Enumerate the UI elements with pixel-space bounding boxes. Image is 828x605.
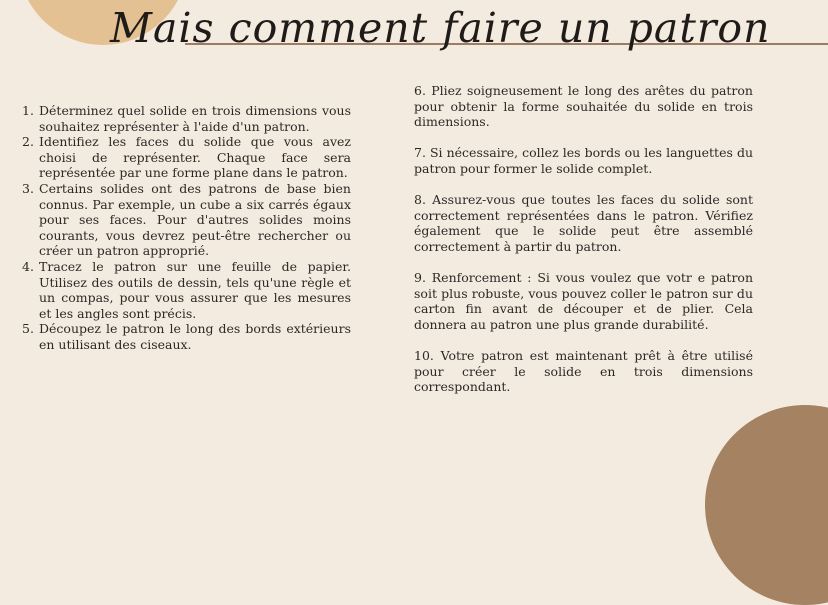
steps-list-left (22, 103, 351, 353)
step-text: Déterminez quel solide en trois dimensions vous souhaitez représenter à l'aide d'un patron. (39, 103, 351, 134)
step-text: Certains solides ont des patrons de base bien connus. Par exemple, un cube a six carrés égaux pour ses faces. Pour d'autres solides moins courants, vous devrez peut-être rechercher ou créer un patron approprié. (39, 180, 351, 259)
list-item (22, 134, 351, 181)
decorative-circle-bottom (705, 405, 828, 605)
step-number: 4. (22, 258, 34, 274)
step-text: Découpez le patron le long des bords extérieurs en utilisant des ciseaux. (39, 321, 351, 352)
step-number: 5. (22, 321, 34, 337)
page-title: Mais comment faire un patron (110, 4, 771, 52)
step-paragraph: 8. Assurez-vous que toutes les faces du solide sont correctement représentées dans le patron. Vérifiez également que le solide peut être assemblé correctement à partir du patron. (414, 192, 753, 254)
step-paragraph: 10. Votre patron est maintenant prêt à être utilisé pour créer le solide en trois dimensions correspondant. (414, 348, 753, 395)
step-text: Tracez le patron sur une feuille de papier. Utilisez des outils de dessin, tels qu'une règle et un compas, pour vous assurer que les mesures et les angles sont précis. (39, 258, 351, 321)
step-number: 3. (22, 180, 34, 196)
step-paragraph: 9. Renforcement : Si vous voulez que votr e patron soit plus robuste, vous pouvez coller le patron sur du carton fin avant de découper et de plier. Cela donnera au patron une plus grande durabilité. (414, 270, 753, 332)
list-item (22, 321, 351, 352)
steps-list-right (414, 83, 753, 410)
list-item (22, 103, 351, 134)
list-item (22, 259, 351, 321)
step-number: 2. (22, 134, 34, 150)
step-paragraph: 7. Si nécessaire, collez les bords ou les languettes du patron pour former le solide complet. (414, 145, 753, 176)
step-number: 1. (22, 103, 34, 118)
list-item (22, 181, 351, 259)
step-text: Identifiez les faces du solide que vous avez choisi de représenter. Chaque face sera représentée par une forme plane dans le patron. (39, 134, 351, 181)
step-paragraph: 6. Pliez soigneusement le long des arêtes du patron pour obtenir la forme souhaitée du solide en trois dimensions. (414, 83, 753, 130)
